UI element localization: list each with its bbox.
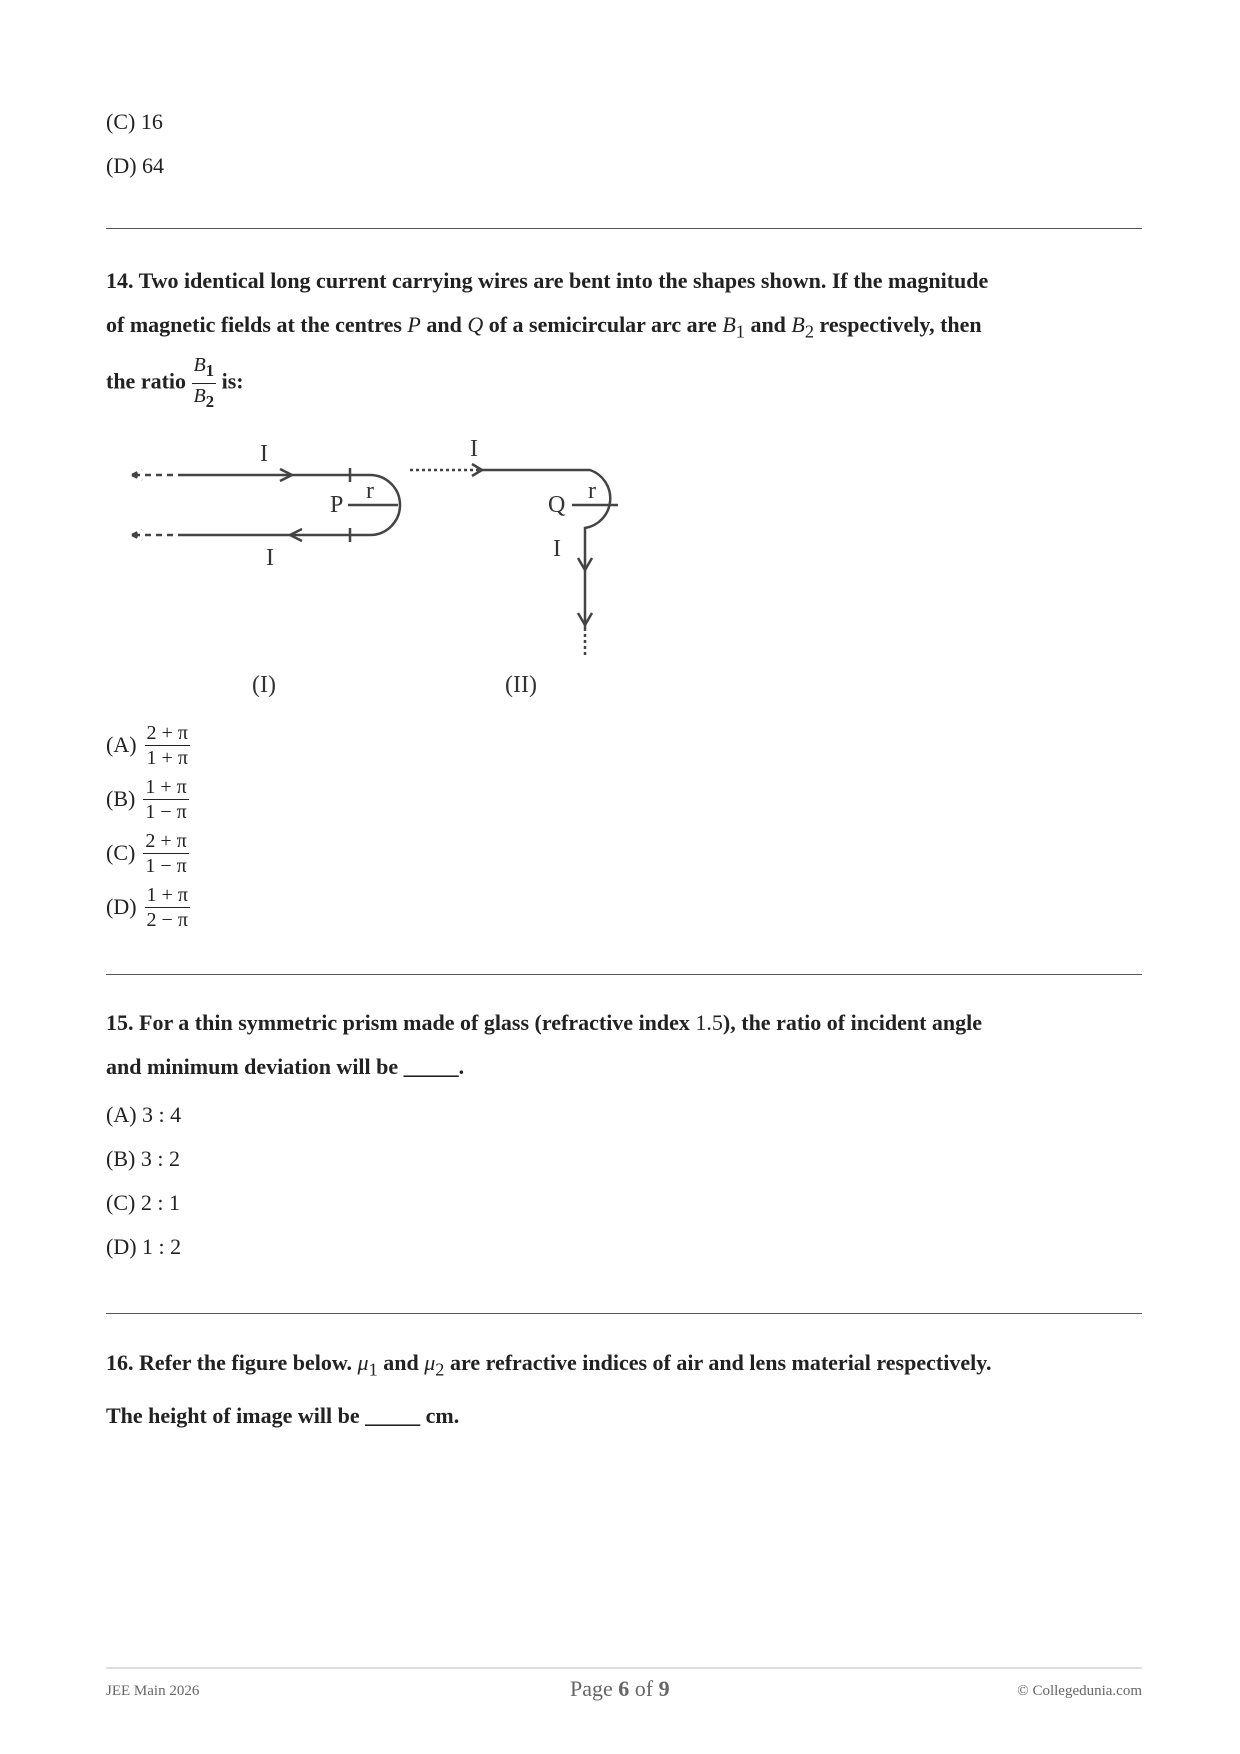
radius-label: r [366, 478, 374, 505]
option-c[interactable]: (C) 2 : 1 [106, 1190, 180, 1216]
option-a[interactable]: (A) $\frac{2 + \pi}{1 + \pi}$ [106, 721, 188, 769]
option-d-prev: (D) 64 [106, 153, 165, 178]
footer-right: © Collegedunia.com [1017, 1683, 1142, 1699]
current-label: I [260, 441, 268, 468]
option-b[interactable]: (B) 3 : 2 [106, 1146, 180, 1172]
wire-figure [120, 428, 640, 708]
question-15: 15. For a thin symmetric prism made of glass (refractive index 1.5), the ratio of incident angle and minimum deviation will be _____. [106, 1010, 983, 1080]
q14-options [106, 718, 1142, 934]
option-d[interactable]: (D) $\frac{1 + \pi}{2 - \pi}$ [106, 883, 188, 931]
option-c[interactable]: (C) $\frac{2 + \pi}{1 - \pi}$ [106, 829, 187, 877]
divider [106, 228, 1142, 229]
caption-ii: (II) [505, 672, 537, 699]
divider [106, 974, 1142, 975]
option-a[interactable]: (A) 3 : 4 [106, 1102, 182, 1128]
option-c-prev: (C) 16 [106, 109, 163, 134]
divider [106, 1313, 1142, 1314]
page-number: Page 6 of 9 [570, 1676, 670, 1701]
footer-left: JEE Main 2026 [106, 1683, 200, 1699]
option-b[interactable]: (B) $\frac{1 + \pi}{1 - \pi}$ [106, 775, 187, 823]
current-label: I [553, 536, 561, 563]
radius-label: r [588, 478, 596, 505]
p-label: P [330, 492, 344, 519]
question-16: 16. Refer the figure below. $\mu_1$ and $\mu_2$ are refractive indices of air and lens material respectively. The height of image will be _____ cm. [106, 1350, 992, 1428]
ratio-fraction: $\frac{B_1}{B_2}$ [193, 354, 215, 412]
current-label: I [266, 545, 274, 572]
question-14: 14. Two identical long current carrying wires are bent into the shapes shown. If the magnitude of magnetic fields at the centres P and Q of a semicircular arc are $B_1$ and $B_2$ respectively, then the ratio $\frac{B_1}{B_2}$ is: [106, 259, 1142, 414]
footer-divider [106, 1667, 1142, 1669]
q-label: Q [548, 492, 566, 519]
current-label: I [470, 436, 478, 463]
caption-i: (I) [252, 672, 276, 699]
option-d[interactable]: (D) 1 : 2 [106, 1234, 182, 1260]
content-flow [106, 108, 1142, 1438]
